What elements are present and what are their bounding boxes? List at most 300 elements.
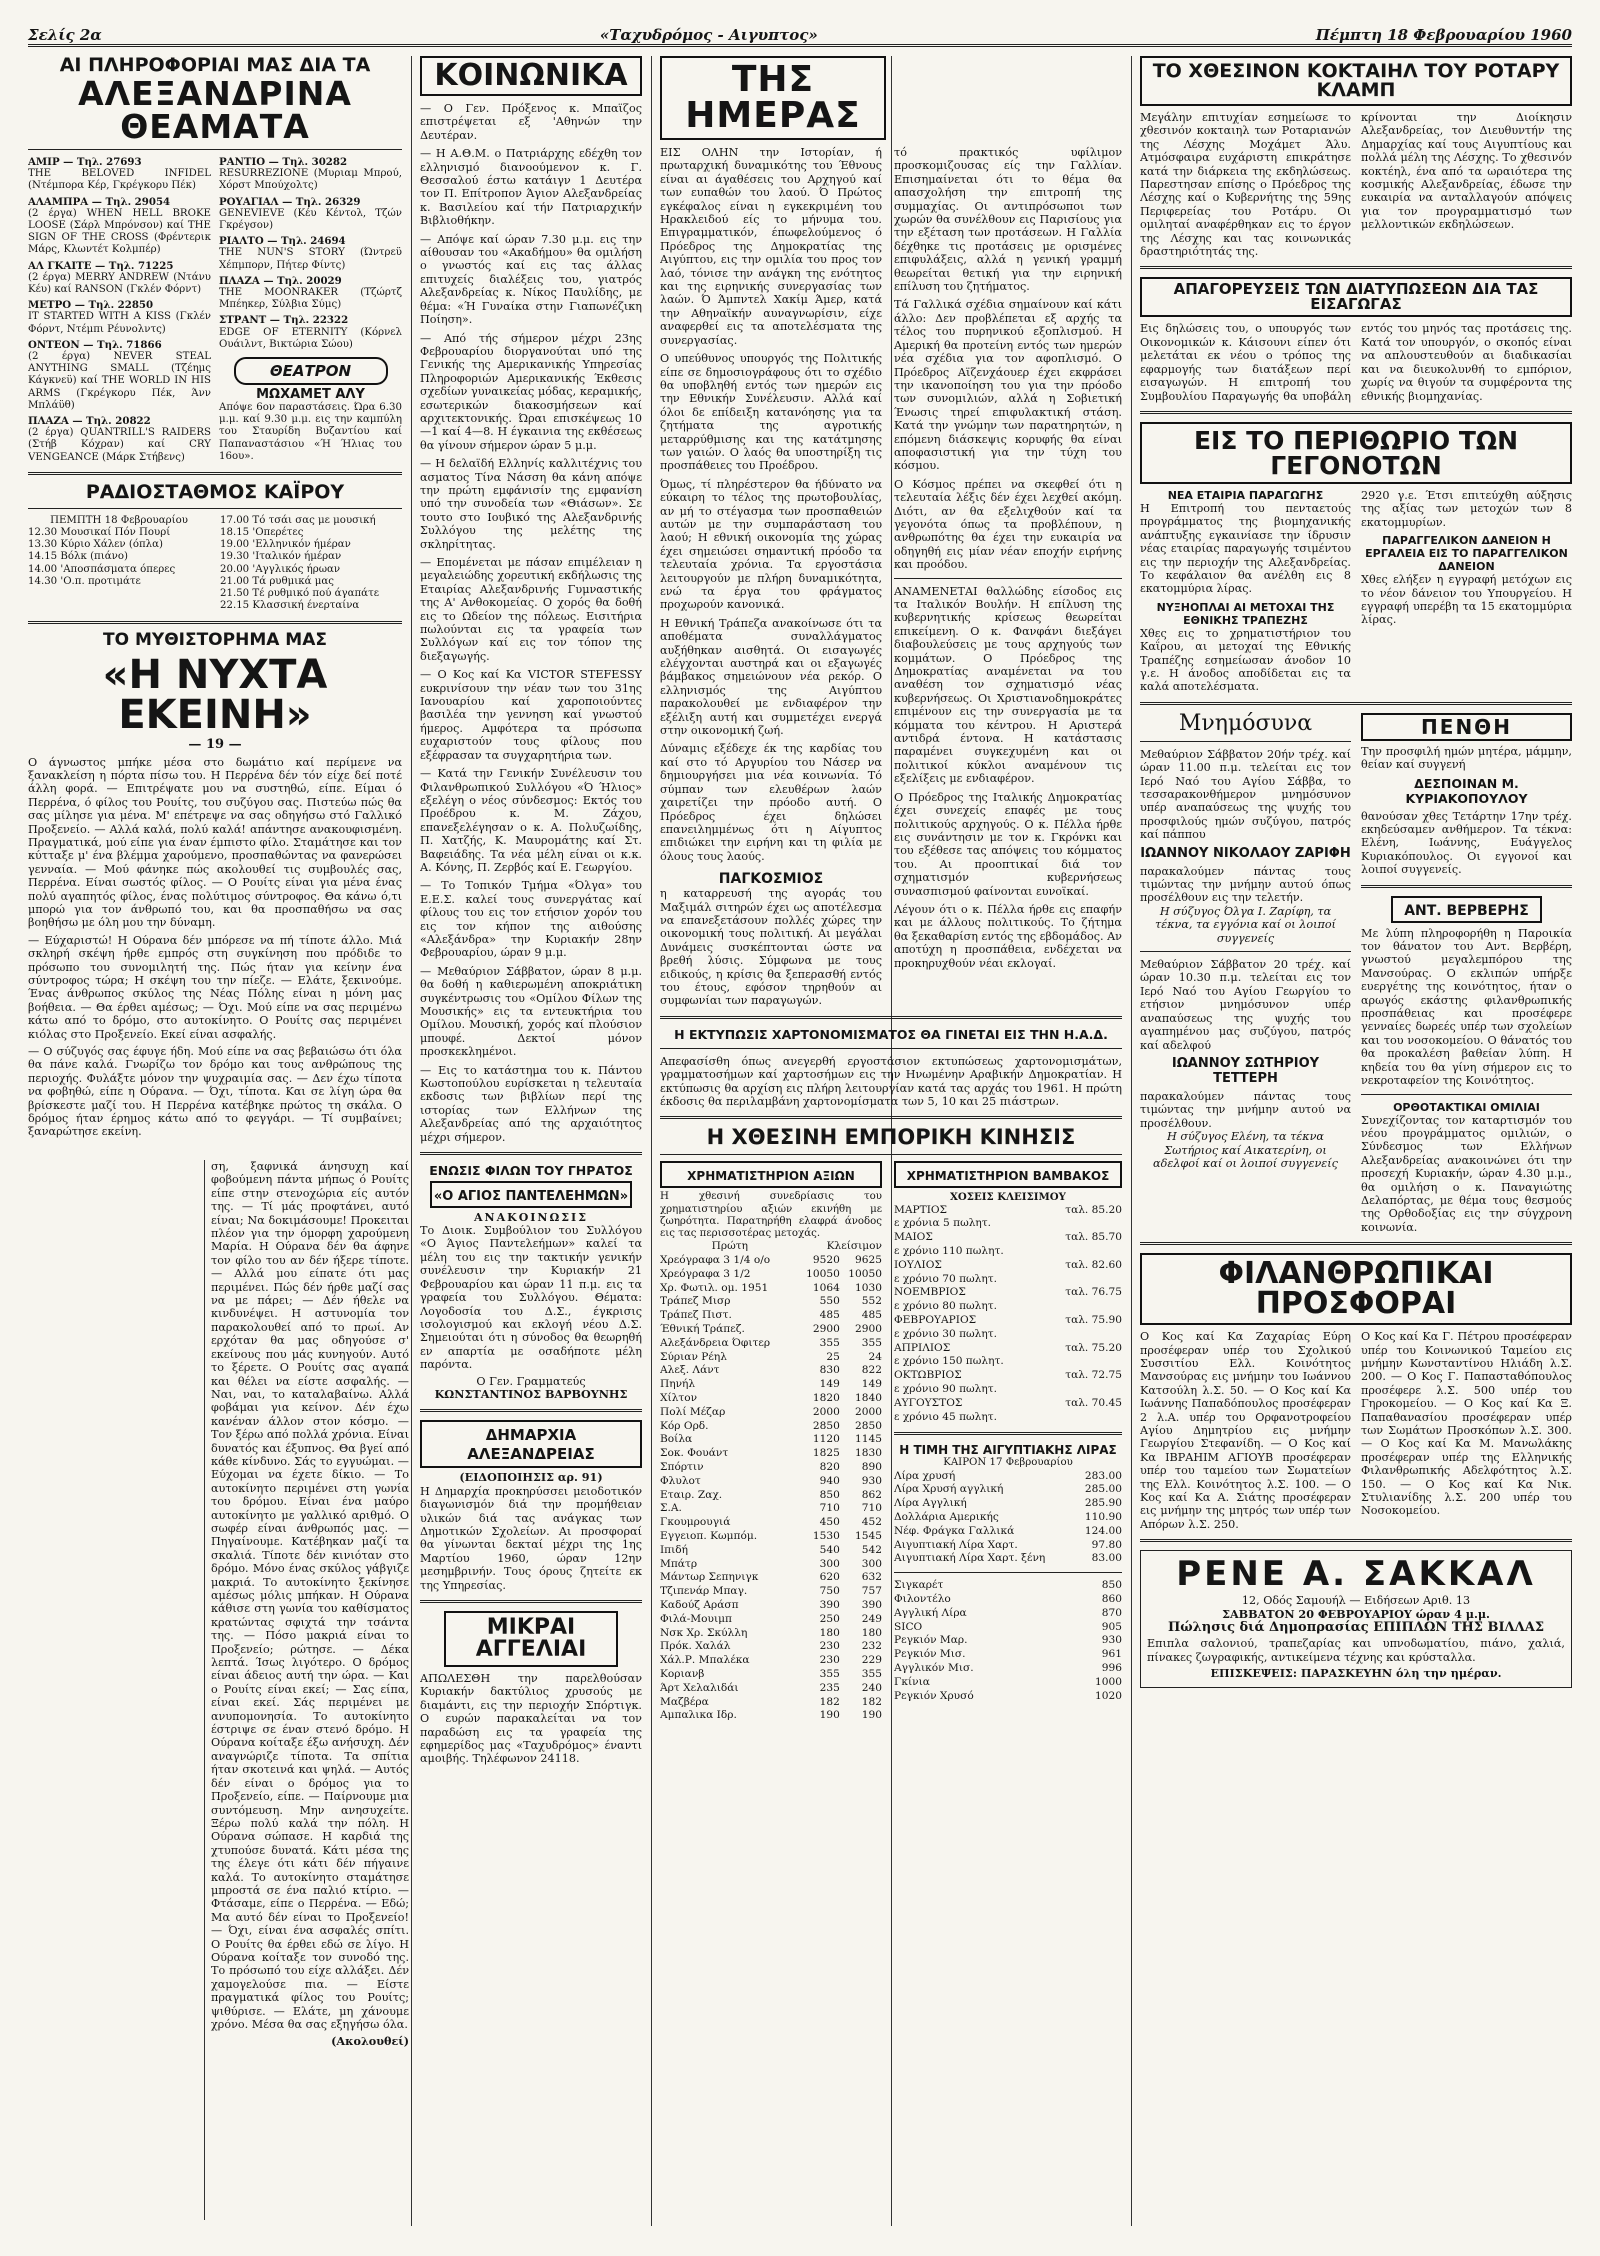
cotton-row xyxy=(894,1217,1122,1231)
cotton-row xyxy=(894,1204,1122,1218)
stock-row-cell: Τράπεζ Μισρ xyxy=(660,1295,731,1308)
stocks-header-cell: Πρώτη xyxy=(711,1240,748,1253)
stock-row xyxy=(660,1447,882,1461)
lira2-row-cell: Ρεγκιόν Μισ. xyxy=(894,1648,966,1661)
page-number: Σελίς 2α xyxy=(28,26,102,44)
stock-row xyxy=(660,1516,882,1530)
cotton-row-cell: ε χρόνια 5 πωλητ. xyxy=(894,1217,991,1230)
cotton-title: ΧΡΗΜΑΤΙΣΤΗΡΙΟΝ ΒΑΜΒΑΚΟΣ xyxy=(906,1169,1110,1184)
charity-columns xyxy=(1140,1330,1572,1531)
cotton-row xyxy=(894,1355,1122,1369)
novel-continuation xyxy=(204,1160,409,2220)
association-signature: ΚΩΝΣΤΑΝΤΙΝΟΣ ΒΑΡΒΟΥΝΗΣ xyxy=(434,1386,628,1401)
margin-events-text: Χθες ελήξεν η εγγραφή μετόχων εις το νέον δάνειον του Υπουργείου. Η εγγραφή υπερέβη τα 15 εκατομμύρια λίρας. xyxy=(1361,573,1572,627)
stock-row-cell: Κόρ Ορδ. xyxy=(660,1419,709,1432)
stock-row-cell: 2850 xyxy=(812,1419,840,1432)
cotton-row xyxy=(894,1231,1122,1245)
imports-title: ΑΠΑΓΟΡΕΥΣΕΙΣ ΤΩΝ ΔΙΑΤΥΠΩΣΕΩΝ ΔΙΑ ΤΑΣ ΕΙΣΑΓΩΓΑΣ xyxy=(1173,280,1539,314)
memorial-text: παρακαλούμεν πάντας τους τιμώντας την μνήμην αυτού να προσέλθουν. xyxy=(1140,1089,1351,1130)
social-item: — Το Τοπικόν Τμήμα «Όλγα» του Ε.Ε.Σ. καλεί τους συνεργάτας καί φίλους του εις τον ετήσιον χορόν του εις τον κήπον της αιθούσης «Αλεξάνδρα» την Κυριακήν 28ην Φεβρουαρίου, ώραν 9 μ.μ. xyxy=(420,879,642,960)
mourning-title-box xyxy=(1361,713,1572,741)
stock-row-cell: Σοκ. Φουάντ xyxy=(660,1447,729,1460)
stock-row-cell: 355 xyxy=(819,1667,840,1680)
stock-row-cell: 300 xyxy=(861,1557,882,1570)
social-item: — Η Α.Θ.Μ. ο Πατριάρχης εδέχθη τον ελληνισμό διανοούμενον κ. Γ. Θεσσαλού έστω κατάιγν 1 Δευτέρα τον Π. Επίτροπον Άγιον Αλεξανδρείας κ. Βασιλείου καί τήν Πατριαρχικήν Βιβλιοθήκην. xyxy=(420,147,642,228)
stock-row xyxy=(660,1323,882,1337)
cotton-row xyxy=(894,1314,1122,1328)
cinema-entry: ΡΙΑΛΤΟ — Τηλ. 24694 xyxy=(219,235,346,248)
lira2-row-cell: 1020 xyxy=(1095,1689,1122,1702)
cotton-row-cell: ταλ. 82.60 xyxy=(1065,1258,1122,1271)
daily-text: ΑΝΑΜΕΝΕΤΑΙ θαλλώδης είσοδος εις τα Ιταλικόν Βουλήν. Η επίλυση της κυβερνητικής κρίσεως θεωρείται επικείμενη. Ο κ. Φανφάνι διεξάγει διαβουλεύσεις με τους αρχηγούς των κομμάτων. Ο Πρόεδρος της Δημοκρατίας αναμένεται να του αναθέση τον σχηματισμό νέας κυβερνήσεως. Οι Χριστιανοδημοκράτες επιμένουν εις την συνεργασία με τα κόμματα του κέντρου. Η Αριστερά αντιδρά έντονα. Η κατάστασις παραμένει συγκεχυμένη και οι πολιτικοί κύκλοι αναμένουν τις εξελίξεις με ενδιαφέρον. xyxy=(894,584,1122,786)
daily-text: Η Εθνική Τράπεζα ανακοίνωσε ότι τα αποθέματα συναλλάγματος αυξήθηκαν αισθητά. Οι εισαγωγές ελέγχονται αυστηρά και οι εξαγωγές βάμβακος σημειώνουν νέα ρεκόρ. Ο ελληνισμός της Αιγύπτου παρακολουθεί με ενδιαφέρον την εξέλιξη αυτή και συμμετέχει ενεργά στην οικονομική ζωή. xyxy=(660,616,882,738)
lira2-row-cell: 996 xyxy=(1101,1661,1122,1674)
social-item: — Εις το κατάστημα του κ. Πάντου Κωστοπούλου ευρίσκεται η τελευταία εκδοσις των βιβλίων περί της ιστορίας των Ελλήνων της Αλεξανδρείας από της αρχαιότητος μέχρι σήμερον. xyxy=(420,1063,642,1144)
cotton-row-cell xyxy=(1044,1245,1122,1259)
daily-text: Λέγουν ότι ο κ. Πέλλα ήρθε εις επαφήν και με άλλους πολιτικούς. Το ζήτημα θα ξεκαθαρίση εντός της εβδομάδος. Αν αποτύχη η προσπάθεια, ενδέχεται να προκηρυχθούν νέαι εκλογαί. xyxy=(894,902,1122,970)
margin-events-left xyxy=(1140,489,1351,694)
lira-row-cell: Αιγυπτιακή Λίρα Χαρτ. ξένη xyxy=(894,1552,1046,1565)
social-item: — Ο Κος καί Κα VICTOR STEFESSY ευκρινίσουν την νέαν των του 31ης Ιανουαρίου καί χαροποιούντες βασιλέα την γεννηση καί γνωστού ήμερος. Αμφότερα τα πρόσωπα ευχαριστούν τους φίλους που εξέφρασαν τα συγχαρητήρια των. xyxy=(420,668,642,762)
stock-row-cell: 390 xyxy=(861,1598,882,1611)
cinema-entry: (2 έργα) NEVER STEAL ANYTHING SMALL (Τζέημς Κάγκνεϋ) καί THE WORLD IN HIS ARMS (Γκρέγκορυ Πέκ, Άνν Μπλάϋθ) xyxy=(28,351,211,411)
cotton-row-cell: ΜΑΙΟΣ xyxy=(894,1231,933,1244)
stock-row-cell: 149 xyxy=(861,1378,882,1391)
social-item: — Από τής σήμερον μέχρι 23ης Φεβρουαρίου διοργανούται υπό της Γενικής της Αμερικανικής Υπηρεσίας Πληροφοριών Αμερικανικής Έκθεσις σχεδίων γυναικείας μόδας, κεραμικής, εσωτερικών διακοσμήσεων καί αρχιτεκτονικής. Ώραι επισκέψεως 10—1 καί 4—8. Η έγκαινια της εκθέσεως θα γίνουν σήμερον ώραν 5 μ.μ. xyxy=(420,331,642,452)
stock-row xyxy=(660,1571,882,1585)
stock-row-cell: Αλεξάνδρεια Όφιτερ xyxy=(660,1336,771,1349)
cotton-row-cell xyxy=(1044,1328,1122,1342)
stock-row-cell: 822 xyxy=(861,1364,882,1377)
stock-row xyxy=(660,1254,882,1268)
cotton-row-cell xyxy=(1044,1300,1122,1314)
cinema-entry: ΑΛ ΓΚΑΙΤΕ — Τηλ. 71225 xyxy=(28,259,174,272)
lira2-row-cell: Αγγλική Λίρα xyxy=(894,1606,967,1619)
stock-row-cell: 249 xyxy=(861,1612,882,1625)
cotton-row xyxy=(894,1300,1122,1314)
auction-ad-address: 12, Οδός Σαμουήλ — Ειδήσεων Αριθ. 13 xyxy=(1241,1594,1471,1608)
stock-row-cell: 542 xyxy=(861,1543,882,1556)
auction-ad-headline: Πώλησις διά Δημοπρασίας ΕΠΙΠΛΩΝ ΤΗΣ ΒΙΛΛΑΣ xyxy=(1167,1620,1545,1636)
cinema-entry: ΠΛΑΖΑ — Τηλ. 20029 xyxy=(219,274,342,287)
stock-row-cell: 230 xyxy=(819,1654,840,1667)
stock-row-cell: 182 xyxy=(819,1695,840,1708)
radio-item: 14.15 Βόλκ (πιάνο) xyxy=(28,551,128,563)
margin-events-text: 2920 γ.ε. Έτσι επιτεύχθη αύξησις της αξίας των μετοχών των 8 εκατομμυρίων. xyxy=(1361,488,1572,529)
social-item: — Μεθαύριον Σάββατον, ώραν 8 μ.μ. θα δοθή η καθιερωμένη αποκριάτικη συγκέντρωσις του «Ομίλου Φίλων της Μουσικής» εις τα εντευκτήρια του Ομίλου. Μουσική, χορός καί πλούσιον μπουφέ. Δεκτοί μόνον προσκεκλημένοι. xyxy=(420,964,642,1059)
lira-row-cell: Αιγυπτιακή Λίρα Χαρτ. xyxy=(894,1538,1018,1551)
stock-row-cell: 229 xyxy=(861,1654,882,1667)
stock-row-cell: Μαζβέρα xyxy=(660,1695,709,1708)
radio-schedule-left xyxy=(28,515,210,613)
stock-row-cell: 890 xyxy=(861,1460,882,1473)
stock-row xyxy=(660,1461,882,1475)
stock-row-cell: Ιπιδή xyxy=(660,1543,689,1556)
stock-row-cell: 552 xyxy=(861,1295,882,1308)
daily-text: Ο υπεύθυνος υπουργός της Πολιτικής είπε σε δημοσιογράφους ότι το σχέδιο θα υποβληθή εντός των ημερών εις την Εθνικήν Συνέλευσιν. Αλλά καί όλοι δε επίδειξη κατανόησης για τα ζητήματα της αγροτικής μεταρρύθμισης και της κατάτμησης των γαιών. Ο λαός θα υποστηρίξη τις προσπάθειες του Προέδρου. xyxy=(660,352,882,473)
stock-row xyxy=(660,1627,882,1641)
stock-row-cell: 485 xyxy=(819,1309,840,1322)
lira2-row-cell: SICO xyxy=(894,1620,923,1633)
stock-row-cell: 2850 xyxy=(855,1419,882,1432)
social-item: — Η δελαϊδή Ελληνίς καλλιτέχνις του ασματος Τίνα Νάσση θα κάνη απόψε την πρώτη εμφάνισίν της εμφανίση υπό την συνοδεία των «Θιάσων». Σε τουτο στο Ιουβικό της Αλεξανδρινής Συλλόγου της μελέτης της σκληρίτητας. xyxy=(420,457,642,551)
lira-title: Η ΤΙΜΗ ΤΗΣ ΑΙΓΥΠΤΙΑΚΗΣ ΛΙΡΑΣ xyxy=(899,1443,1117,1458)
lira2-row xyxy=(894,1593,1122,1607)
stock-row-cell: Έθνική Τράπεζ. xyxy=(660,1323,745,1335)
radio-schedule-right xyxy=(220,515,402,613)
banknote-printing-text: Απεφασίσθη όπως ανεγερθή εργοστάσιον εκτυπώσεως χαρτονομισμάτων, γραμματοσήμων καί χαρτοσήμων εις την Ηνωμένην Αραβικήν Δημοκρατίαν. Η εκτύπωσις θα αρχίση εις πλήρη λειτουργίαν κατά τας αρχάς του 1961. Η πρώτη έκδοσις θα περιλαμβάνη χαρτονομίσματα των 5, 10 και 25 πιάστρων. xyxy=(660,1054,1122,1108)
daily-text: Τά Γαλλικά σχέδια σημαίνουν καί κάτι άλλο: Δεν προβλέπεται εξ αρχής τα τέλος του πυρηνικού εξοπλισμού. Η Αμερική θα προτείνη εντός των ημερών νέα σχέδια για τον αφοπλισμό. Ο Πρόεδρος Αϊζενχάουερ έχει εκφράσει την ικανοποίηση του για την πρόοδο των συνομιλιών, αλλά η Σοβιετική Ένωσις τηρεί επιφυλακτική στάση. Κατά την γνώμην των παρατηρητών, η επόμενη διάσκεψις κορυφής θα είναι αποφασιστική για την τύχη του κόσμου. xyxy=(894,298,1122,473)
stock-row-cell: 355 xyxy=(861,1667,882,1680)
stock-row xyxy=(660,1420,882,1434)
association-text: Το Διοικ. Συμβούλιον του Συλλόγου «Ο Άγιος Παντελεήμων» καλεί τα μέλη του εις την τακτικήν γενικήν συνέλευσιν την Κυριακήν 21 Φεβρουαρίου και ώραν 11 π.μ. εις τα γραφεία του Συλλόγου. Θέματα: Λογοδοσία του Δ.Σ., έγκρισις ισολογισμού και εκλογή νέου Δ.Σ. Σημειούται ότι η σύνοδος θα θεωρηθή εν απαρτία με οσαδήποτε μέλη παρόντα. xyxy=(420,1224,642,1372)
stock-row-cell: Αμπαλικα Ιδρ. xyxy=(660,1709,737,1722)
cinema-entry: ΠΛΑΖΑ — Τηλ. 20822 xyxy=(28,415,151,428)
stock-row-cell: 1030 xyxy=(855,1281,882,1294)
association-name: «Ο ΑΓΙΟΣ ΠΑΝΤΕΛΕΗΜΩΝ» xyxy=(433,1189,629,1205)
margin-events-subtitle: ΝΕΑ ΕΤΑΙΡΙΑ ΠΑΡΑΓΩΓΗΣ xyxy=(1167,488,1324,502)
lira-row xyxy=(894,1497,1122,1511)
stocks-table xyxy=(660,1240,882,1254)
lira-row xyxy=(894,1539,1122,1553)
stock-row-cell: 1530 xyxy=(812,1529,840,1542)
cotton-row-cell xyxy=(1044,1355,1122,1369)
auction-ad-date: ΣΑΒΒΑΤΟΝ 20 ΦΕΒΡΟΥΑΡΙΟΥ ώραν 4 μ.μ. xyxy=(1222,1606,1490,1621)
cinema-entry: (2 έργα) MERRY ANDREW (Ντάνυ Κέυ) καί RANSON (Γκλέν Φόρντ) xyxy=(28,271,211,296)
stocks-title-box xyxy=(660,1161,882,1188)
stock-row xyxy=(660,1613,882,1627)
lira2-row-cell: 850 xyxy=(1101,1579,1122,1592)
stock-row xyxy=(660,1640,882,1654)
stock-row-cell: Πολί Μέζαρ xyxy=(660,1405,726,1418)
stock-row xyxy=(660,1295,882,1309)
classifieds-title: ΜΙΚΡΑΙ ΑΓΓΕΛΙΑΙ xyxy=(475,1615,587,1662)
stock-row-cell: Βοίλα xyxy=(660,1433,693,1446)
stock-row-cell: Αλεξ. Λάντ xyxy=(660,1364,720,1377)
stock-row-cell: Χρεόγραφα 3 1/2 xyxy=(660,1267,751,1280)
radio-item: 19.30 'Ιταλικόν ήμέραν xyxy=(220,551,342,563)
cotton-row-cell: ΟΚΤΩΒΡΙΟΣ xyxy=(894,1369,962,1382)
municipality-box xyxy=(420,1420,642,1468)
stock-row-cell: 25 xyxy=(826,1350,840,1363)
stock-row-cell: 540 xyxy=(819,1543,840,1556)
cinemas-kicker: ΑΙ ΠΛΗΡΟΦΟΡΙΑΙ ΜΑΣ ΔΙΑ ΤΑ xyxy=(59,56,371,76)
cotton-row xyxy=(894,1273,1122,1287)
mourning-column xyxy=(1361,713,1572,1234)
stock-row-cell: 632 xyxy=(861,1571,882,1584)
daily-title: ΤΗΣ ΗΜΕΡΑΣ xyxy=(685,59,861,136)
cinema-entry: ΜΕΤΡΟ — Τηλ. 22850 xyxy=(28,299,154,312)
stock-row-cell: 2000 xyxy=(812,1405,840,1418)
lira-row xyxy=(894,1525,1122,1539)
cotton-row-cell: ΑΠΡΙΛΙΟΣ xyxy=(894,1341,951,1354)
imports-text: Εις δηλώσεις του, ο υπουργός των Οικονομικών κ. Κάισουνι είπεν ότι μελετάται εκ νέου ο τρόπος της εφαρμογής των διατάξεων περί εισαγωγών. Η επιτροπή του Συμβουλίου Παραγωγής θα υποβάλη εντός του μηνός τας προτάσεις της. Κατά τον υπουργόν, ο σκοπός είναι να απλουστευθούν αι διαδικασίαι και να διευκολυνθή το εμπόριον, χωρίς να θιγούν τα συμφέροντα της εθνικής βιομηχανίας. xyxy=(1140,322,1572,403)
stock-row xyxy=(660,1654,882,1668)
lectures-text: Συνεχίζοντας τον καταρτισμόν του νέου προγράμματος ομιλιών, ο Σύνδεσμος των Ελλήνων Αλεξανδρείας ανακοινώνει ότι την προσεχή Κυριακήν, ώραν 4.30 μ.μ., θα ομιλήση ο κ. Παναγιώτης Δελαπόρτας, με θέμα τους θεσμούς της Ορθοδοξίας εις την σύγχρονη κοινωνία. xyxy=(1361,1113,1572,1234)
cotton-row xyxy=(894,1259,1122,1273)
novel-text: Ο άγνωστος μπήκε μέσα στο δωμάτιο καί περίμενε να ξανακλείση η πόρτα πίσω του. Η Περρένα δέν τόν είχε δεί ποτέ άλλη φορά. — Επιτρέψατε μου να συστηθώ, είπε. Είμαι ό Περρένα, ό φίλος του Ρουίτς, του συζύγου σας. Πιστεύω πώς θα σας μίλησε για μένα. Μ' επέτρεψε να σας οδηγήσω στό Γαλλικό Προξενείο. — Αλλά καλά, πολύ καλά! απάντησε ανακουφισμένη. Πραγματικά, μού είπε για έναν έμπιστο φίλο. Σταμάτησε και τον κύτταξε μ' ένα βλέμμα χαρούμενο, προσπαθώντας να φανερώσει γενναία. — Μού φάνηκε πώς ακολουθεί τις συμβουλές σας, Περρένα. Είναι σωστός φίλος. — Ο Ρουίτς είναι για μένα ένας πολύ αγαπητός φίλος, ένας πολύτιμος σύντροφος. Θα κάνω ό,τι μπορώ για τον άνθρωπό του, και θα προσπαθήσω να σας βοηθήσω με όλη μου την δύναμη. xyxy=(28,755,402,930)
stock-row-cell: 930 xyxy=(861,1474,882,1487)
stock-row xyxy=(660,1433,882,1447)
stock-row-cell: 9625 xyxy=(855,1254,882,1267)
lira2-row-cell: 870 xyxy=(1101,1606,1122,1619)
lira-row-cell: Λίρα χρυσή xyxy=(894,1469,956,1482)
novel-text: — Εύχαριστώ! Η Ούρανα δέν μπόρεσε να πή τίποτε άλλο. Μιά σκληρή σκέψη ήρθε εμπρός στη συγκίνηση που πρόδιδε το πρόσωπο του συνομιλητή της. Πώς ήταν για κείνην ένα σύντροφος τώρα; Η σκέψη του την πίεζε. — Ελάτε, ξεκινούμε. Ένας άνθρωπος σκύλος της Νέας Πόλης είναι η μόνη μας βοήθεια. — Θα έρθει αμέσως; — Όχι. Μού είπε να σας περιμένω κάτω από το δρόμο, στο αυτοκίνητο. Ο Ρουίτς σας περιμένει κιόλας στο Προξενείο. Εκεί είναι ασφαλής. xyxy=(28,933,402,1041)
cotton-row xyxy=(894,1369,1122,1383)
cinema-entry: ΑΜΙΡ — Τηλ. 27693 xyxy=(28,156,142,168)
novel-continues: (Ακολουθεί) xyxy=(331,2034,409,2049)
margin-events-subtitle: ΝΥΞΗΟΠΛΑΙ ΑΙ ΜΕΤΟΧΑΙ ΤΗΣ ΕΘΝΙΚΗΣ ΤΡΑΠΕΖΗΣ xyxy=(1156,600,1335,627)
stock-row xyxy=(660,1309,882,1323)
stock-row-cell: Φιλά-Μουιμπ xyxy=(660,1612,732,1625)
novel-text: ση, ξαφνικά άνησυχη καί φοβούμενη πάντα μήπως ό Ρουίτς είπε στην στενοχώρια είς αυτόν της. — Τί μάς προφτάνει, αυτό είναι; Να δοκιμάσουμε! Προκειται πλέον για την όμορφη χαρούμενη Μαρία. Η Ούρανα δέν θα άφηνε τον φίλο του αν δέν ήξερε τίποτε. — Αλλά μου είπατε ότι μας περιμένει. Πώς δέν ήρθε μαζί σας να με πάρει; — Δέν ήθελε να κινδυνέψει. Η αστυνομία τον παρακολουθεί από το πρωί. Αν ερχόταν θα μας οδηγούσε σ' εκείνους που μάς κυνηγούν. Αυτό το ξέρετε. Ο Ρουίτς σας αγαπά και θέλει να είστε ασφαλής. — Ναι, ναι, το καταλαβαίνω. Αλλά φοβάμαι για κείνον. Δέν έχω κανέναν άλλον στον κόσμο. — Τον ξέρω από πολλά χρόνια. Είναι δυνατός και έξυπνος. Θα βγεί από κάθε κίνδυνο. Σάς το εγγυώμαι. — Εύχομαι να έχετε δίκιο. — Το αυτοκίνητο περιμένει στη γωνία του δρόμου. Είναι ένα μαύρο αυτοκίνητο με γαλλικό αριθμό. Ο σωφέρ είναι άνθρωπός μας. — Πηγαίνουμε. Κατέβηκαν μαζί τα σκαλιά. Τίποτε δέν κινιόταν στο δρόμο. Μόνο ένας σκύλος γάβγιζε μακριά. Το αυτοκίνητο ξεκίνησε αμέσως μόλις μπήκαν. Η Ούρανα κάθισε στη γωνία του καθίσματος κρατώντας σφιχτά την τσάντα της. — Πόσο μακριά είναι το Προξενείο; ρώτησε. — Δέκα λεπτά. Ίσως λιγότερο. Ο δρόμος είναι άδειος αυτή την ώρα. — Και ο Ρουίτς είναι εκεί; — Σας είπα, είναι εκεί. Σάς περιμένει με ανυπομονησία. Το αυτοκίνητο έστριψε σε έναν στενό δρόμο. Η Ούρανα κοίταξε έξω ανήσυχη. Δέν αναγνώριζε τίποτα. Τα σπίτια ήταν σκοτεινά και ψηλά. — Αυτός δέν είναι ο δρόμος για το Προξενείο, είπε. — Παίρνουμε μια συντόμευση. Μην ανησυχείτε. Ξέρω πολύ καλά την πόλη. Η Ούρανα σώπασε. Η καρδιά της χτυπούσε δυνατά. Κάτι μέσα της της έλεγε ότι κάτι δέν πήγαινε καλά. Το αυτοκίνητο σταμάτησε μπροστά σε ένα παλιό κτίριο. — Φτάσαμε, είπε ο Περρένα. — Εδώ; Μα αυτό δέν είναι το Προξενείο! — Όχι, είναι ένα ασφαλές σπίτι. Ο Ρουίτς θα έρθει εδώ σε λίγο. Η Ούρανα κοίταξε τον συνοδό της. Το πρόσωπό του είχε αλλάξει. Δέν χαμογελούσε πια. — Είστε πραγματικά φίλος του Ρουίτς; ψιθύρισε. — Ελάτε, μη χάνουμε χρόνο. Μέσα θα σας εξηγήσω όλα. xyxy=(211,1160,409,2031)
stocks-text: Η χθεσινή συνεδρίασις του χρηματιστηρίου αξιών εκινήθη με ζωηρότητα. Παρατηρήθη ελαφρά άνοδος εις τας περισσοτέρας μετοχάς. xyxy=(660,1191,882,1240)
association-subtitle: ΑΝΑΚΟΙΝΩΣΙΣ xyxy=(474,1211,588,1225)
theatre-name: ΜΩΧΑΜΕΤ ΑΛΥ xyxy=(256,387,365,403)
stock-row xyxy=(660,1337,882,1351)
stock-row-cell: 250 xyxy=(819,1612,840,1625)
novel-text: — Ο σύζυγός σας έφυγε ήδη. Μού είπε να σας βεβαιώσω ότι όλα θα πάνε καλά. Γνωρίζω τον δρόμο και τους ανθρώπους της περιοχής. Φυλάξτε μόνον την ψυχραιμία σας. — Δεν έχω τίποτα να φοβηθώ, είπε η Ούρανα. — Όχι, τίποτα. Και σε λίγη ώρα θα βρίσκεστε μαζί του. Η Περρένα κατέβηκε πρώτος τη σκάλα. Ο δρόμος ήταν έρημος κάτω από το φεγγάρι. — Τί συμβαίνει; ξαναρώτησε εκείνη. xyxy=(28,1045,402,1139)
margin-events-text: Η Επιτροπή του πενταετούς προγράμματος της βιομηχανικής ανάπτυξης εγκαινίασε την ίδρυσιν νέας εταιρίας παραγωγής τσιμέντου εις την περιοχήν της Αλεξανδρείας. Το κεφάλαιον θα ανέλθη εις 8 εκατομμύρια λίρας. xyxy=(1140,501,1351,596)
obituary-text: Με λύπη πληροφορήθη η Παροικία τον θάνατον του Αντ. Βερβέρη, γνωστού μεγαλεμπόρου της Μανσούρας. Ο εκλιπών υπήρξε ευεργέτης της κοινότητος, ήταν ο αρωγός εκάστης φιλανθρωπικής προσπάθειας και προσέφερε γενναίες δωρεές υπέρ των σχολείων και του νοσοκομείου. Ο θάνατός του θα προκαλέση βαθείαν λύπη. Η κηδεία του θα γίνη σήμερον εις το νεκροταφείον της Κοινότητος. xyxy=(1361,926,1572,1088)
cotton-block xyxy=(894,1161,1122,1723)
cotton-row-cell: ε χρόνιο 80 πωλητ. xyxy=(894,1300,997,1313)
stock-row-cell: 830 xyxy=(819,1364,840,1377)
margin-events-title-box xyxy=(1140,422,1572,484)
radio-item: 12.30 Μουσικαί Πόν Πουρί xyxy=(28,527,171,539)
cinema-entry: THE NUN'S STORY (Ώντρεϋ Χέπμπορν, Πήτερ Φίντς) xyxy=(219,247,402,271)
stock-row xyxy=(660,1282,882,1296)
cotton-row-cell: ε χρόνιο 70 πωλητ. xyxy=(894,1272,997,1285)
stock-row-cell: 355 xyxy=(861,1336,882,1349)
cinema-entry: RESURREZIONE (Μυριαμ Μπρού, Χόρστ Μπούχολτς) xyxy=(219,168,402,192)
cinema-entry: EDGE OF ETERNITY (Κόρνελ Ουάιλντ, Βικτώρια Σώου) xyxy=(219,326,402,350)
cinema-entry: ΣΤΡΑΝΤ — Τηλ. 22322 xyxy=(219,314,349,327)
rotary-title-box xyxy=(1140,56,1572,106)
stock-row-cell: Πρόκ. Χαλάλ xyxy=(660,1640,731,1653)
margin-events-title: ΕΙΣ ΤΟ ΠΕΡΙΘΩΡΙΟ ΤΩΝ ΓΕΓΟΝΟΤΩΝ xyxy=(1193,425,1519,480)
radio-item: 19.00 'Ελληνικόν ήμέραν xyxy=(220,539,351,551)
social-column xyxy=(420,56,642,2226)
cotton-row xyxy=(894,1411,1122,1425)
daily-text: Όμως, τί πληρέστερον θα ήδύνατο να εύκαιρη το τέλος της πρωτοβουλίας, αν μή το στέγασμα των προσπαθειών αυτών με την συμπαράσταση του λαού; Η εθνική οικονομία της χώρας έχει σημειώσει σημαντική πρόοδο τα τελευταία χρόνια. Τα εργοστάσια λειτουργούν με πλήρη δυναμικότητα, ενώ τα έργα του φράγματος προχωρούν κανονικά. xyxy=(660,477,882,612)
stock-row-cell: Σπόρτιν xyxy=(660,1460,704,1473)
cotton-row-cell: ταλ. 72.75 xyxy=(1065,1369,1122,1382)
stock-row-cell: Τράπεζ Πιστ. xyxy=(660,1309,732,1322)
daily-news-section xyxy=(660,56,1122,2226)
stock-row-cell: 2900 xyxy=(855,1323,882,1335)
social-item: — Απόψε καί ώραν 7.30 μ.μ. εις την αίθουσαν του «Ακαδήμου» θα ομιλήση ο γνωστός καί εις τας άλλας επιτυχείς διαλέξεις του, γιατρός Αλεξανδρείας κ. Νίκος Παυλίδης, με θέμα: «Ή Γυναίκα στην Γιαπωνέζικη Ποίηση». xyxy=(420,232,642,327)
cinemas-title: ΑΛΕΞΑΝΔΡΙΝΑ ΘΕΑΜΑΤΑ xyxy=(78,74,352,146)
radio-item: 21.00 Τά ρυθμικά μας xyxy=(220,575,334,587)
radio-date: ΠΕΜΠΤΗ 18 Φεβρουαρίου xyxy=(50,514,188,526)
memorial-name: ΙΩΑΝΝΟΥ ΝΙΚΟΛΑΟΥ ΖΑΡΙΦΗ xyxy=(1140,845,1351,861)
stocks-title: ΧΡΗΜΑΤΙΣΤΗΡΙΟΝ ΑΞΙΩΝ xyxy=(687,1169,855,1184)
stock-row xyxy=(660,1585,882,1599)
stock-row-cell: Γκουμρουγιά xyxy=(660,1516,731,1529)
lira2-row xyxy=(894,1676,1122,1690)
lira2-row-cell: Ρεγκιόν Μαρ. xyxy=(894,1634,968,1647)
stock-row-cell: 485 xyxy=(861,1309,882,1322)
theatre-logo xyxy=(234,357,388,385)
stock-row-cell: Νσκ Χρ. Σκύλλη xyxy=(660,1626,748,1639)
stock-row-cell: 2000 xyxy=(855,1405,882,1418)
daily-title-box xyxy=(660,56,886,140)
stock-row-cell: Τζιπενάρ Μπαγ. xyxy=(660,1585,748,1598)
memorial-name: ΙΩΑΝΝΟΥ ΣΩΤΗΡΙΟΥ ΤΕΤΤΕΡΗ xyxy=(1171,1055,1320,1086)
municipality-title: ΔΗΜΑΡΧΙΑ ΑΛΕΞΑΝΔΡΕΙΑΣ xyxy=(467,1426,595,1464)
cotton-row-cell: ε χρόνιο 110 πωλητ. xyxy=(894,1245,1004,1257)
stock-row xyxy=(660,1599,882,1613)
daily-news-columns xyxy=(660,146,1122,1008)
lira2-row-cell: 930 xyxy=(1101,1634,1122,1647)
stock-row-cell: 710 xyxy=(819,1502,840,1515)
notices-columns xyxy=(1140,710,1572,1234)
social-item: — Ο Γεν. Πρόξενος κ. Μπαϊζος επιστρέψεται εξ 'Αθηνών την Δευτέραν. xyxy=(420,102,642,142)
stocks-table-header xyxy=(660,1240,882,1254)
radio-item: 18.15 'Οπερέτες xyxy=(220,527,304,539)
cinema-entry: (2 έργα) QUANTRILL'S RAIDERS (Στήβ Κόχραν) καί CRY VENGEANCE (Μάρκ Στήβενς) xyxy=(28,427,211,463)
lira-row-cell: Νέφ. Φράγκα Γαλλικά xyxy=(894,1524,1015,1537)
stock-row-cell: Χάλ.Ρ. Μπαλέκα xyxy=(660,1654,750,1667)
cotton-row-cell xyxy=(1044,1411,1122,1425)
radio-item: 13.30 Κύριο Χάλεν (όπλα) xyxy=(28,539,163,551)
cotton-row-cell xyxy=(1044,1383,1122,1397)
stock-row-cell: 180 xyxy=(861,1626,882,1639)
novel-title: «Η ΝΥΧΤΑ ΕΚΕΙΝΗ» xyxy=(102,651,328,738)
right-section xyxy=(1140,56,1572,2226)
municipality-text: Η Δημαρχία προκηρύσσει μειοδοτικόν διαγωνισμόν διά την προμήθειαν υλικών διά τας ανάγκας των Δημοτικών Σχολείων. Αι προσφοραί θα γίνωνται δεκταί μέχρι της 1ης Μαρτίου 1960, ώραν 12ην μεσημβρινήν. Τους όρους ζητείτε εκ της Υπηρεσίας. xyxy=(420,1484,642,1592)
stock-row xyxy=(660,1558,882,1572)
cotton-row-cell: ταλ. 85.20 xyxy=(1065,1203,1122,1216)
lira2-row xyxy=(894,1579,1122,1593)
social-title: ΚΟΙΝΩΝΙΚΑ xyxy=(434,58,628,93)
stock-row-cell: Χίλτον xyxy=(660,1391,698,1404)
stock-row-cell: 355 xyxy=(819,1336,840,1349)
cotton-row-cell: ΜΑΡΤΙΟΣ xyxy=(894,1203,948,1216)
stock-row-cell: Καδούζ Αράσπ xyxy=(660,1598,739,1611)
lira2-row-cell: 961 xyxy=(1101,1648,1122,1661)
issue-date: Πέμπτη 18 Φεβρουαρίου 1960 xyxy=(1315,26,1572,44)
classified-ad: ΑΠΩΛΕΣΘΗ την παρελθούσαν Κυριακήν δακτύλιος χρυσούς με διαμάντι, εις την περιοχήν Σπόρτιγκ. Ο ευρών παρακαλείται να τον παραδώση εις τα γραφεία της εφημερίδος μας «Ταχυδρόμος» έναντι αμοιβής. Τηλέφωνον 24118. xyxy=(420,1672,642,1766)
stock-row xyxy=(660,1489,882,1503)
stock-row-cell: 9520 xyxy=(812,1254,840,1267)
lira2-row-cell: 905 xyxy=(1101,1620,1122,1633)
stock-row xyxy=(660,1696,882,1710)
stock-row xyxy=(660,1544,882,1558)
stock-row-cell: Πηνήλ xyxy=(660,1378,696,1391)
novel-kicker: ΤΟ ΜΥΘΙΣΤΟΡΗΜΑ ΜΑΣ xyxy=(103,629,327,650)
stock-row xyxy=(660,1709,882,1723)
stock-row-cell: Άρτ Χελαλιδάι xyxy=(660,1681,739,1694)
cotton-row-cell: ταλ. 75.90 xyxy=(1065,1313,1122,1326)
cotton-row xyxy=(894,1383,1122,1397)
cotton-rows xyxy=(894,1204,1122,1425)
stock-row-cell: 550 xyxy=(819,1295,840,1308)
stock-row-cell: 1120 xyxy=(812,1433,840,1446)
rotary-text: κρίνονται την Διοίκησιν Αλεξανδρείας, τον Διευθυντήν της Δημαρχίας καί τους Αιγυπτίους και πολλά μέλη της Λέσχης. Το χθεσινόν κοκτέηλ, ένα από τα ωραιότερα της κοσμικής Αλεξανδρείας, έδωσε την ευκαιρία να ανταλλαγούν απόψεις για τον προγραμματισμό των μελλοντικών εκδηλώσεων. xyxy=(1361,111,1572,232)
margin-events-right xyxy=(1361,489,1572,694)
cotton-row-cell: ΝΟΕΜΒΡΙΟΣ xyxy=(894,1286,966,1299)
cotton-row-cell: ε χρόνιο 30 πωλητ. xyxy=(894,1327,997,1340)
obituary-name: ΑΝΤ. ΒΕΡΒΕΡΗΣ xyxy=(1404,902,1529,919)
margin-events-subtitle: ΠΑΡΑΓΓΕΛΙΚΟΝ ΔΑΝΕΙΟΝ Η ΕΡΓΑΛΕΙΑ ΕΙΣ ΤΟ ΠΑΡΑΓΓΕΛΙΚΟΝ ΔΑΝΕΙΟΝ xyxy=(1365,534,1568,574)
stock-row-cell: 1840 xyxy=(855,1391,882,1404)
social-item: — Κατά την Γενικήν Συνέλευσιν του Φιλανθρωπικού Συλλόγου «Ό Ήλιος» εξελέγη ο νέος σύνδεσμος: Εκτός του Προέδρου κ. Μ. Ζάχου, επανεξελέγησαν ο κ. Α. Πολυζωίδης, Π. Χατζής, Κ. Μαυρομάτης καί Στ. Βαφειάδης. Τα νέα μέλη είναι οι κ.κ. Α. Κόνης, Π. Ζερβός καί Ε. Γεωργίου. xyxy=(420,767,642,874)
rotary-columns xyxy=(1140,111,1572,258)
stock-row-cell: 1545 xyxy=(855,1529,882,1542)
lira2-row xyxy=(894,1662,1122,1676)
cotton-row xyxy=(894,1342,1122,1356)
imports-title-box xyxy=(1140,277,1572,317)
mourning-text: θανούσαν χθες Τετάρτην 17ην τρέχ. εκηδεύσαμεν ανθήμερον. Τα τέκνα: Ελένη, Ιωάννης, Ευάγγελος Κυριακόπουλος. Οι εγγονοί και λοιποί συγγενείς. xyxy=(1361,809,1572,877)
lira-row-cell: 83.00 xyxy=(1091,1552,1122,1565)
cotton-row-cell xyxy=(1044,1217,1122,1231)
cotton-row xyxy=(894,1245,1122,1259)
stock-row-cell: 1145 xyxy=(855,1433,882,1446)
cotton-title-box xyxy=(894,1161,1122,1188)
lira-row-cell: 124.00 xyxy=(1084,1524,1122,1537)
lectures-title: ΟΡΘΟΤΑΚΤΙΚΑΙ ΟΜΙΛΙΑΙ xyxy=(1393,1100,1540,1114)
lira-row-cell: 285.90 xyxy=(1084,1497,1122,1510)
lira2-row xyxy=(894,1648,1122,1662)
rotary-text: Μεγάλην επιτυχίαν εσημείωσε το χθεσινόν κοκταιηλ των Ροταριανών της Λέσχης Μοχάμετ Άλυ. Ατμόσφαιρα ευχάριστη επικράτησε κατά την διάρκεια της εκδηλώσεως. Παρεστησαν επίσης ο Πρόεδρος της Λέσχης καί ο Κυβερνήτης της 59ης Περιφερείας του Ροτάρυ. Οι ομιληταί αναφέρθηκαν εις το έργον της Λέσχης και τας κοινωνικάς δραστηριότητάς της. xyxy=(1140,111,1351,259)
stock-row-cell: 240 xyxy=(861,1681,882,1694)
mourning-name: ΔΕΣΠΟΙΝΑΝ Μ. ΚΥΡΙΑΚΟΠΟΥΛΟΥ xyxy=(1405,775,1528,806)
cotton-subtitle: ΧΟΣΕΙΣ ΚΛΕΙΣΙΜΟΥ xyxy=(950,1191,1066,1204)
stock-row-cell: Μάντωρ Σεπηνιγκ xyxy=(660,1571,759,1584)
stock-row xyxy=(660,1530,882,1544)
lira2-row-cell: 1000 xyxy=(1095,1675,1122,1688)
theatre-logo-text: ΘΕΑΤΡΟΝ xyxy=(269,361,352,380)
stock-row xyxy=(660,1268,882,1282)
stock-row-cell: 190 xyxy=(819,1709,840,1722)
memorial-text: Μεθαύριον Σάββατον 20 τρέχ. καί ώραν 10.30 π.μ. τελείται εις τον Ιερό Ναό του Αγίου Γεωργίου το ετήσιον μνημόσυνον υπέρ αναπαύσεως της ψυχής του αγαπημένου μας συζύγου, πατρός καί αδελφού xyxy=(1140,958,1351,1052)
column-rule xyxy=(1131,56,1132,2226)
auction-ad-text: Επιπλα σαλονιού, τραπεζαρίας και υπνοδωματίου, πιάνο, χαλιά, πίνακες ζωγραφικής, αντικείμενα τέχνης και κρύσταλλα. xyxy=(1147,1637,1565,1664)
stock-row-cell: 850 xyxy=(819,1488,840,1501)
cinema-listings xyxy=(28,156,402,464)
stock-row-cell: 452 xyxy=(861,1516,882,1529)
lira2-row xyxy=(894,1621,1122,1635)
cotton-row-cell: ε χρόνιο 45 πωλητ. xyxy=(894,1410,997,1423)
stock-row-cell: 862 xyxy=(861,1488,882,1501)
memorial-signature: Η σύζυγος Ελένη, τα τέκνα Σωτήριος καί Αικατερίνη, οι αδελφοί καί οι λοιποί συγγενείς xyxy=(1153,1130,1338,1170)
municipality-subtitle: (ΕΙΔΟΠΟΙΗΣΙΣ αρ. 91) xyxy=(459,1470,603,1485)
lira2-row xyxy=(894,1634,1122,1648)
cotton-row-cell: ε χρόνιο 150 πωλητ. xyxy=(894,1355,1004,1368)
radio-item: 17.00 Τό τσάι σας με μουσική xyxy=(220,514,376,526)
newspaper-name: «Ταχυδρόμος - Αιγυπτος» xyxy=(599,26,818,44)
auction-ad-title: ΡΕΝΕ Α. ΣΑΚΚΑΛ xyxy=(1176,1554,1536,1595)
column-rule xyxy=(411,56,412,2226)
auction-ad-footer: ΕΠΙΣΚΕΨΕΙΣ: ΠΑΡΑΣΚΕΥΗΝ όλη την ημέραν. xyxy=(1210,1666,1502,1681)
lira-row-cell: Λίρα Αγγλική xyxy=(894,1497,967,1510)
market-title: Η ΧΘΕΣΙΝΗ ΕΜΠΟΡΙΚΗ ΚΙΝΗΣΙΣ xyxy=(706,1125,1076,1150)
lira2-row-cell: Σιγκαρέτ xyxy=(894,1579,944,1592)
stocks-block xyxy=(660,1161,882,1723)
association-name-box xyxy=(430,1181,632,1208)
world-news-title: ΠΑΓΚΟΣΜΙΟΣ xyxy=(718,871,824,888)
cotton-row xyxy=(894,1328,1122,1342)
cotton-row xyxy=(894,1286,1122,1300)
stock-row-cell: 230 xyxy=(819,1640,840,1653)
stock-row-cell: 940 xyxy=(819,1474,840,1487)
association-title: ΕΝΩΣΙΣ ΦΙΛΩΝ ΤΟΥ ΓΗΡΑΤΟΣ xyxy=(429,1163,633,1179)
cinema-entry: IT STARTED WITH A KISS (Γκλέν Φόρντ, Ντέμπι Ρέυνολντς) xyxy=(28,311,211,335)
daily-text: τό πρακτικός υφίλιμον προσκομιζουσας είς την Γαλλίαν. Επισημαίνεται ότι το θέμα θα απασχολήση την επιτροπή της συμμαχίας. Οι αντιπρόσωποι των χωρών θα συνέλθουν εις Παρισίους για την εξέταση των προτάσεων. Η Γαλλία δέχθηκε τις προτάσεις με ορισμένες επιφυλάξεις, αλλά η γενική γραμμή θεωρείται θετική για την ειρηνική επίλυση του ζητήματος. xyxy=(894,146,1122,294)
margin-events-text: Χθες εις το χρηματιστήριον του Καΐρου, αι μετοχαί της Εθνικής Τραπέζης εσημείωσαν άνοδον 10 γ.ε. Η άνοδος αποδίδεται εις τα καλά αποτελέσματα. xyxy=(1140,626,1351,694)
